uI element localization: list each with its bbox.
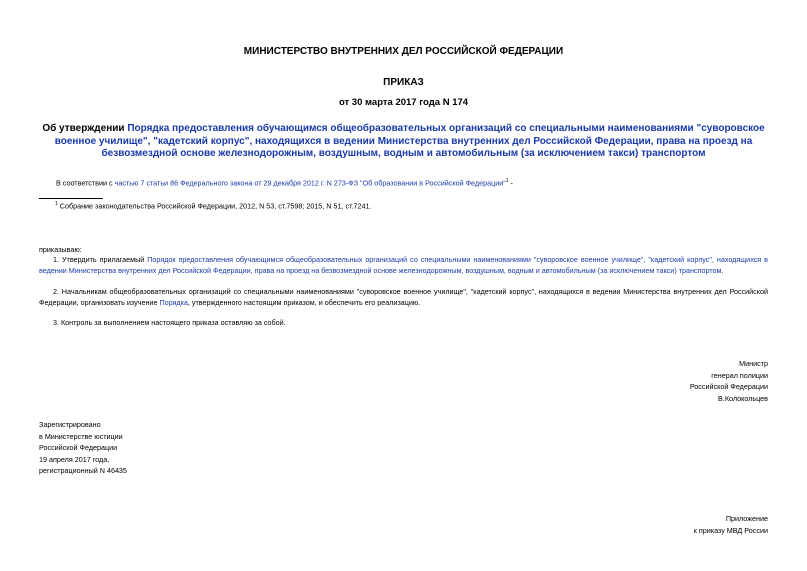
registration-line: в Министерстве юстиции: [39, 431, 123, 441]
order-verb: приказываю:: [39, 245, 82, 254]
item1-prefix: 1. Утвердить прилагаемый: [53, 255, 148, 264]
order-item-1: [39, 254, 768, 276]
title-prefix: Об утверждении: [42, 123, 128, 134]
ministry-heading: МИНИСТЕРСТВО ВНУТРЕННИХ ДЕЛ РОССИЙСКОЙ ФЕДЕРАЦИИ: [243, 46, 564, 57]
signature-rank: генерал полиции: [711, 370, 768, 380]
appendix-block: [568, 513, 768, 536]
footnote-mark: 1: [55, 201, 58, 207]
item2-prefix: 2. Начальникам общеобразовательных организаций со специальными наименованиями "суворовское военное училище", "кадетский корпус", находящихся в ведении Министерства внутренних дел Российской Федерации, организовать изучение: [39, 287, 768, 307]
footnote-text: Собрание законодательства Российской Федерации, 2012, N 53, ст.7598; 2015, N 51, ст.7241.: [57, 201, 372, 211]
registration-line: Зарегистрировано: [39, 420, 101, 429]
signature-name: В.Колокольцев: [718, 393, 768, 403]
order-item-3: 3. Контроль за выполнением настоящего приказа оставляю за собой.: [53, 318, 286, 327]
item1-suffix: .: [721, 266, 724, 275]
registration-line: Российской Федерации: [39, 443, 118, 452]
footnote-reference[interactable]: 1: [505, 178, 509, 184]
item2-suffix: , утвержденного настоящим приказом, и обеспечить его реализацию.: [187, 298, 421, 307]
signature-country: Российской Федерации: [689, 382, 768, 391]
registration-date: 19 апреля 2017 года,: [39, 454, 110, 464]
federal-law-link[interactable]: частью 7 статьи 86 Федерального закона от 29 декабря 2012 г. N 273-ФЗ "Об образовании в Российской Федерации": [114, 178, 506, 188]
title-procedure-link[interactable]: Порядка предоставления обучающимся общеобразовательных организаций со специальными наименованиями "суворовское военное училище", "кадетский корпус", находящихся в ведении Министерства внутренних дел Российской Федерации, права на проезд на безвозмездной основе железнодорожным, воздушным, водным и автомобильным (за исключением такси) транспортом: [54, 123, 765, 159]
intro-prefix: В соответствии с: [56, 178, 115, 188]
order-heading: ПРИКАЗ: [383, 77, 424, 88]
appendix-reference: к приказу МВД России: [693, 525, 768, 535]
signature-block: [568, 358, 768, 404]
intro-paragraph: [56, 176, 776, 188]
registration-block: [39, 419, 239, 477]
document-title: [36, 123, 771, 161]
intro-suffix: -: [508, 178, 513, 188]
order-date: от 30 марта 2017 года N 174: [338, 97, 469, 108]
footnote: [55, 199, 372, 211]
appendix-label: Приложение: [725, 514, 768, 523]
order-item-2: [39, 286, 768, 308]
procedure-short-link[interactable]: Порядка: [159, 298, 188, 307]
registration-number: регистрационный N 46435: [39, 466, 127, 475]
procedure-link[interactable]: Порядок предоставления обучающимся общеобразовательных организаций со специальными наименованиями "суворовское военное училище", "кадетский корпус", находящихся в ведении Министерства внутренних дел Российской Федерации, права на проезд на безвозмездной основе железнодорожным, воздушным, водным и автомобильным (за исключением такси) транспортом: [39, 255, 768, 275]
signature-title: Министр: [739, 359, 768, 368]
